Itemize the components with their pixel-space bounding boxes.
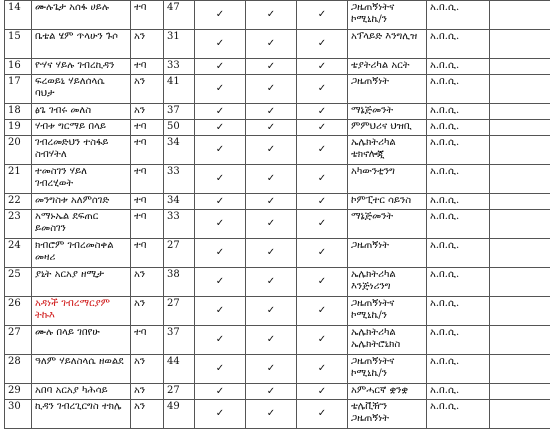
table-row <box>5 268 550 297</box>
person-name: መንግስቱ አለምሰገድ <box>32 194 131 210</box>
field-of-study: ቴሌቪዥን ጋዜጠኝነት <box>348 400 427 429</box>
check-cell-1: ✓ <box>195 30 246 59</box>
check-cell-1: ✓ <box>195 75 246 104</box>
table-row <box>5 194 550 210</box>
table-row <box>5 120 550 136</box>
check-cell-3: ✓ <box>297 75 348 104</box>
person-name: ክብሮም ገብረመስቀል መዛሪ <box>32 239 131 268</box>
field-of-study: ጋዜጠኝነት <box>348 75 427 104</box>
age-cell: 27 <box>164 239 195 268</box>
check-cell-2: ✓ <box>246 75 297 104</box>
address-cell: አ.በ.ሲ. <box>427 297 490 326</box>
check-cell-3: ✓ <box>297 355 348 384</box>
check-cell-2: ✓ <box>246 384 297 400</box>
field-of-study: ጋዜጠኝነት <box>348 239 427 268</box>
check-cell-2: ✓ <box>246 210 297 239</box>
check-cell-3: ✓ <box>297 165 348 194</box>
empty-cell <box>490 59 550 75</box>
check-cell-3: ✓ <box>297 104 348 120</box>
row-number: 17 <box>5 75 32 104</box>
person-name: አማኑኤል ደፍጠር ይመስገን <box>32 210 131 239</box>
address-cell: አ.በ.ሲ. <box>427 59 490 75</box>
age-cell: 34 <box>164 194 195 210</box>
gender-cell: አን <box>131 400 164 429</box>
person-name: ሙሉ በላይ ገበየሁ <box>32 326 131 355</box>
check-cell-3: ✓ <box>297 268 348 297</box>
row-number: 30 <box>5 400 32 429</box>
field-of-study: ኮምፒተር ሳይንስ <box>348 194 427 210</box>
check-cell-2: ✓ <box>246 104 297 120</box>
age-cell: 27 <box>164 384 195 400</box>
gender-cell: አን <box>131 104 164 120</box>
address-cell: አ.በ.ሲ. <box>427 194 490 210</box>
table-row <box>5 210 550 239</box>
staff-table <box>4 0 550 429</box>
field-of-study: ኤሌክትሪካል ኤሌክትሮኒክስ <box>348 326 427 355</box>
empty-cell <box>490 1 550 30</box>
check-cell-3: ✓ <box>297 59 348 75</box>
field-of-study: ማኔጅመንት <box>348 210 427 239</box>
person-name: ሙሉጌታ አሰፋ ሀይሉ <box>32 1 131 30</box>
field-of-study: ጋዜጠኝነትና ኮሚኒኬ/ን <box>348 297 427 326</box>
check-cell-2: ✓ <box>246 136 297 165</box>
gender-cell: ተባ <box>131 326 164 355</box>
address-cell: አ.በ.ሲ. <box>427 239 490 268</box>
check-cell-3: ✓ <box>297 400 348 429</box>
age-cell: 50 <box>164 120 195 136</box>
age-cell: 41 <box>164 75 195 104</box>
check-cell-2: ✓ <box>246 239 297 268</box>
row-number: 19 <box>5 120 32 136</box>
empty-cell <box>490 194 550 210</box>
check-cell-1: ✓ <box>195 297 246 326</box>
check-cell-1: ✓ <box>195 136 246 165</box>
empty-cell <box>490 165 550 194</box>
check-cell-2: ✓ <box>246 30 297 59</box>
row-number: 15 <box>5 30 32 59</box>
gender-cell: አን <box>131 297 164 326</box>
empty-cell <box>490 239 550 268</box>
check-cell-2: ✓ <box>246 355 297 384</box>
check-cell-1: ✓ <box>195 239 246 268</box>
gender-cell: ተባ <box>131 1 164 30</box>
gender-cell: አን <box>131 75 164 104</box>
check-cell-1: ✓ <box>195 326 246 355</box>
empty-cell <box>490 355 550 384</box>
row-number: 28 <box>5 355 32 384</box>
table-row <box>5 1 550 30</box>
table-row <box>5 136 550 165</box>
table-row <box>5 326 550 355</box>
address-cell: አ.በ.ሲ. <box>427 210 490 239</box>
check-cell-1: ✓ <box>195 120 246 136</box>
age-cell: 31 <box>164 30 195 59</box>
row-number: 20 <box>5 136 32 165</box>
check-cell-3: ✓ <box>297 136 348 165</box>
field-of-study: ቴያትሪካል አርት <box>348 59 427 75</box>
table-row <box>5 59 550 75</box>
address-cell: አ.በ.ሲ. <box>427 165 490 194</box>
age-cell: 33 <box>164 210 195 239</box>
age-cell: 37 <box>164 104 195 120</box>
check-cell-2: ✓ <box>246 165 297 194</box>
check-cell-3: ✓ <box>297 326 348 355</box>
empty-cell <box>490 297 550 326</box>
person-name: ፅጌ ገብሩ መለስ <box>32 104 131 120</box>
gender-cell: ተባ <box>131 165 164 194</box>
check-cell-3: ✓ <box>297 30 348 59</box>
row-number: 21 <box>5 165 32 194</box>
address-cell: አ.በ.ሲ. <box>427 120 490 136</box>
check-cell-2: ✓ <box>246 326 297 355</box>
field-of-study: ጋዜጠኝነትና ኮሚኒኬ/ን <box>348 355 427 384</box>
check-cell-1: ✓ <box>195 210 246 239</box>
table-row <box>5 355 550 384</box>
age-cell: 37 <box>164 326 195 355</box>
address-cell: አ.በ.ሲ. <box>427 136 490 165</box>
field-of-study: ማኔጅመንት <box>348 104 427 120</box>
address-cell: አ.በ.ሲ. <box>427 30 490 59</box>
empty-cell <box>490 326 550 355</box>
field-of-study: አፕላይድ እንግሊዝ <box>348 30 427 59</box>
gender-cell: ተባ <box>131 120 164 136</box>
person-name: ዓለም ሃይለስላሴ ዘወልደ <box>32 355 131 384</box>
gender-cell: ተባ <box>131 194 164 210</box>
table-row <box>5 104 550 120</box>
gender-cell: አን <box>131 30 164 59</box>
address-cell: አ.በ.ሲ. <box>427 1 490 30</box>
address-cell: አ.በ.ሲ. <box>427 400 490 429</box>
check-cell-1: ✓ <box>195 165 246 194</box>
field-of-study: ኤሌክትሪካል እንጅነሪንግ <box>348 268 427 297</box>
field-of-study: ምምህሪና ህዝቢ <box>348 120 427 136</box>
check-cell-2: ✓ <box>246 268 297 297</box>
address-cell: አ.በ.ሲ. <box>427 268 490 297</box>
check-cell-2: ✓ <box>246 297 297 326</box>
empty-cell <box>490 104 550 120</box>
table-row <box>5 30 550 59</box>
person-name: ገብረመድህን ተስፋይ ስብሃትለ <box>32 136 131 165</box>
address-cell: አ.በ.ሲ. <box>427 384 490 400</box>
person-name: አበባ አርአያ ካሕሳይ <box>32 384 131 400</box>
field-of-study: አምሓርኛ ቋንቋ <box>348 384 427 400</box>
check-cell-1: ✓ <box>195 59 246 75</box>
gender-cell: አን <box>131 384 164 400</box>
gender-cell: ተባ <box>131 239 164 268</box>
table-row <box>5 400 550 429</box>
table-row <box>5 384 550 400</box>
age-cell: 33 <box>164 59 195 75</box>
check-cell-1: ✓ <box>195 384 246 400</box>
check-cell-1: ✓ <box>195 194 246 210</box>
gender-cell: ተባ <box>131 136 164 165</box>
age-cell: 27 <box>164 297 195 326</box>
row-number: 14 <box>5 1 32 30</box>
check-cell-2: ✓ <box>246 120 297 136</box>
age-cell: 47 <box>164 1 195 30</box>
check-cell-2: ✓ <box>246 194 297 210</box>
address-cell: አ.በ.ሲ. <box>427 104 490 120</box>
row-number: 29 <box>5 384 32 400</box>
address-cell: አ.በ.ሲ. <box>427 355 490 384</box>
check-cell-3: ✓ <box>297 1 348 30</box>
address-cell: አ.በ.ሲ. <box>427 75 490 104</box>
person-name: ተመስገን ሃይለ ገብረሂወት <box>32 165 131 194</box>
table-row <box>5 239 550 268</box>
check-cell-3: ✓ <box>297 239 348 268</box>
check-cell-2: ✓ <box>246 59 297 75</box>
empty-cell <box>490 384 550 400</box>
check-cell-3: ✓ <box>297 297 348 326</box>
empty-cell <box>490 75 550 104</box>
check-cell-1: ✓ <box>195 104 246 120</box>
person-name: ያኒት አርአያ ዘሚታ <box>32 268 131 297</box>
empty-cell <box>490 210 550 239</box>
check-cell-1: ✓ <box>195 400 246 429</box>
row-number: 22 <box>5 194 32 210</box>
gender-cell: ተባ <box>131 59 164 75</box>
row-number: 18 <box>5 104 32 120</box>
empty-cell <box>490 120 550 136</box>
age-cell: 38 <box>164 268 195 297</box>
check-cell-3: ✓ <box>297 120 348 136</box>
age-cell: 49 <box>164 400 195 429</box>
person-name: አዳነች ገብረማርያም ትኩእ <box>32 297 131 326</box>
check-cell-1: ✓ <box>195 268 246 297</box>
gender-cell: አን <box>131 355 164 384</box>
check-cell-2: ✓ <box>246 1 297 30</box>
age-cell: 33 <box>164 165 195 194</box>
check-cell-3: ✓ <box>297 210 348 239</box>
empty-cell <box>490 268 550 297</box>
row-number: 16 <box>5 59 32 75</box>
table-row <box>5 165 550 194</box>
document-page <box>2 0 548 429</box>
row-number: 24 <box>5 239 32 268</box>
check-cell-3: ✓ <box>297 384 348 400</box>
person-name: ዮሃና ሃይሉ ገብረኪዳን <box>32 59 131 75</box>
empty-cell <box>490 400 550 429</box>
age-cell: 34 <box>164 136 195 165</box>
field-of-study: ጋዜጠኝነትና ኮሚኒኬ/ን <box>348 1 427 30</box>
row-number: 26 <box>5 297 32 326</box>
field-of-study: ኤሌክትሪካል ቴክኖሎጂ <box>348 136 427 165</box>
check-cell-3: ✓ <box>297 194 348 210</box>
field-of-study: አካውንቲንግ <box>348 165 427 194</box>
person-name: ቤቴል ሄም ጥላሁን ጉሶ <box>32 30 131 59</box>
address-cell: አ.በ.ሲ. <box>427 326 490 355</box>
table-row <box>5 75 550 104</box>
age-cell: 44 <box>164 355 195 384</box>
check-cell-1: ✓ <box>195 1 246 30</box>
row-number: 27 <box>5 326 32 355</box>
empty-cell <box>490 136 550 165</box>
gender-cell: አን <box>131 268 164 297</box>
check-cell-2: ✓ <box>246 400 297 429</box>
check-cell-1: ✓ <box>195 355 246 384</box>
gender-cell: ተባ <box>131 210 164 239</box>
row-number: 25 <box>5 268 32 297</box>
person-name: ሃብቱ ግርማይ በላይ <box>32 120 131 136</box>
person-name: ፍረወይኒ ሃይለሰላሴ ባህታ <box>32 75 131 104</box>
table-row <box>5 297 550 326</box>
person-name: ኪዳን ገብረጊርግስ ተክሌ <box>32 400 131 429</box>
empty-cell <box>490 30 550 59</box>
row-number: 23 <box>5 210 32 239</box>
staff-table-body <box>5 1 550 429</box>
